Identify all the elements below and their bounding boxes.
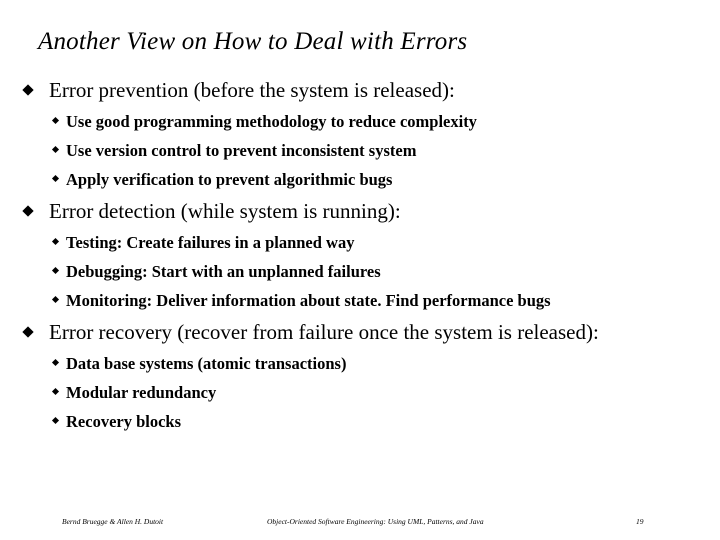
- sub-bullet-text: Monitoring: Deliver information about state. Find performance bugs: [66, 291, 551, 310]
- sub-bullet-item: [53, 262, 551, 291]
- footer-authors: Bernd Bruegge & Allen H. Dutoit: [62, 517, 164, 526]
- sub-bullet-text: Modular redundancy: [66, 383, 217, 402]
- main-bullet-row: [24, 78, 477, 103]
- sub-bullet-item: [53, 383, 599, 412]
- bullet-icon: [52, 267, 59, 274]
- sub-bullet-list: [24, 112, 477, 199]
- sub-bullet-text: Testing: Create failures in a planned way: [66, 233, 355, 252]
- section-description: (recover from failure once the system is released):: [172, 320, 599, 344]
- sub-bullet-item: [53, 233, 551, 262]
- bullet-icon: [52, 359, 59, 366]
- sub-bullet-text: Apply verification to prevent algorithmic bugs: [66, 170, 393, 189]
- bullet-icon: [52, 417, 59, 424]
- section-term: Error detection: [49, 199, 176, 223]
- bullet-icon: [52, 238, 59, 245]
- main-bullet-row: [24, 320, 599, 345]
- sub-bullet-list: [24, 354, 599, 441]
- section-term: Error recovery: [49, 320, 173, 344]
- section-error-prevention: [24, 78, 477, 199]
- diamond-bullet-icon: [22, 326, 33, 337]
- sub-bullet-item: [53, 112, 477, 141]
- bullet-icon: [52, 296, 59, 303]
- sub-bullet-list: [24, 233, 551, 320]
- diamond-bullet-icon: [22, 84, 33, 95]
- main-bullet-text: [49, 78, 455, 103]
- diamond-bullet-icon: [22, 205, 33, 216]
- main-bullet-text: [49, 320, 599, 345]
- bullet-icon: [52, 117, 59, 124]
- sub-bullet-item: [53, 291, 551, 320]
- slide-title: Another View on How to Deal with Errors: [38, 28, 468, 55]
- bullet-icon: [52, 175, 59, 182]
- sub-bullet-item: [53, 141, 477, 170]
- sub-bullet-text: Use version control to prevent inconsistent system: [66, 141, 417, 160]
- bullet-icon: [52, 146, 59, 153]
- sub-bullet-text: Data base systems (atomic transactions): [66, 354, 347, 373]
- sub-bullet-text: Use good programming methodology to reduce complexity: [66, 112, 477, 131]
- footer-book-title: Object-Oriented Software Engineering: Using UML, Patterns, and Java: [267, 517, 484, 526]
- section-term: Error prevention: [49, 78, 189, 102]
- sub-bullet-text: Recovery blocks: [66, 412, 182, 431]
- section-error-recovery: [24, 320, 599, 441]
- sub-bullet-item: [53, 354, 599, 383]
- section-description: (while system is running):: [175, 199, 401, 223]
- sub-bullet-text: Debugging: Start with an unplanned failures: [66, 262, 381, 281]
- bullet-icon: [52, 388, 59, 395]
- main-bullet-text: [49, 199, 401, 224]
- footer-page-number: 19: [636, 517, 644, 526]
- sub-bullet-item: [53, 412, 599, 441]
- sub-bullet-item: [53, 170, 477, 199]
- main-bullet-row: [24, 199, 551, 224]
- section-description: (before the system is released):: [188, 78, 455, 102]
- section-error-detection: [24, 199, 551, 320]
